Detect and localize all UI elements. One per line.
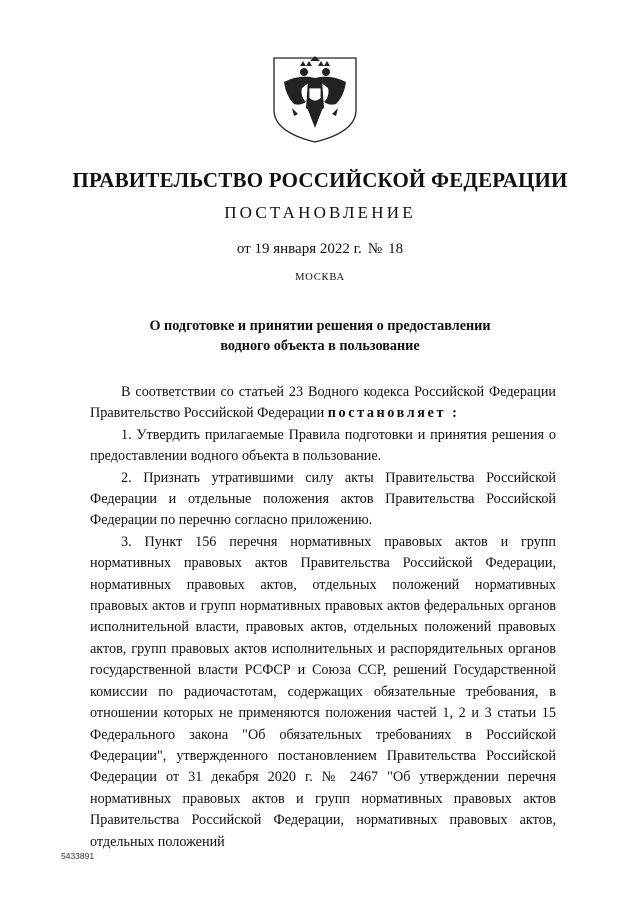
document-type: ПОСТАНОВЛЕНИЕ: [224, 203, 416, 222]
date-line: [0, 241, 640, 258]
document-date: от 19 января 2022 г.: [236, 241, 362, 257]
document-number: 18: [388, 241, 404, 257]
paragraph-2: 2. Признать утратившими силу акты Правительства Российской Федерации и отдельные положения актов Правительства Российской Федерации по перечню согласно приложению.: [90, 469, 556, 529]
document-subject: [0, 316, 640, 356]
intro-paragraph: [90, 382, 556, 425]
number-sign: №: [367, 241, 383, 257]
document-code: 5433891: [61, 851, 95, 861]
decrees-word: постановляет :: [327, 405, 460, 422]
city: МОСКВА: [295, 272, 345, 283]
paragraph-3: 3. Пункт 156 перечня нормативных правовых актов и групп нормативных правовых актов Правительства Российской Федерации, нормативных правовых актов, отдельных положений нормативных правовых актов и групп нормативных правовых актов федеральных органов исполнительной власти, правовых актов, отдельных положений правовых актов, групп правовых актов исполнительных и распорядительных органов государственной власти РСФСР и Союза ССР, решений Государственной комиссии по радиочастотам, содержащих обязательные требования, в отношении которых не применяются положения частей 1, 2 и 3 статьи 15 Федерального закона "Об обязательных требованиях в Российской Федерации", утвержденного постановлением Правительства Российской Федерации от 31 декабря 2020 г. № 2467 "Об утверждении перечня нормативных правовых актов и групп нормативных правовых актов Правительства Российской Федерации, нормативных правовых актов, отдельных положений: [90, 533, 556, 850]
coat-of-arms-icon: [270, 52, 360, 144]
paragraph-1: 1. Утвердить прилагаемые Правила подготовки и принятия решения о предоставлении водного объекта в пользование.: [90, 426, 556, 465]
intro-text: В соответствии со статьей 23 Водного кодекса Российской Федерации Правительство Российской Федерации: [90, 384, 556, 422]
government-title: ПРАВИТЕЛЬСТВО РОССИЙСКОЙ ФЕДЕРАЦИИ: [72, 168, 568, 192]
document-body: [90, 382, 556, 853]
subject-line-1: О подготовке и принятии решения о предоставлении: [149, 318, 491, 334]
subject-line-2: водного объекта в пользование: [220, 338, 420, 354]
